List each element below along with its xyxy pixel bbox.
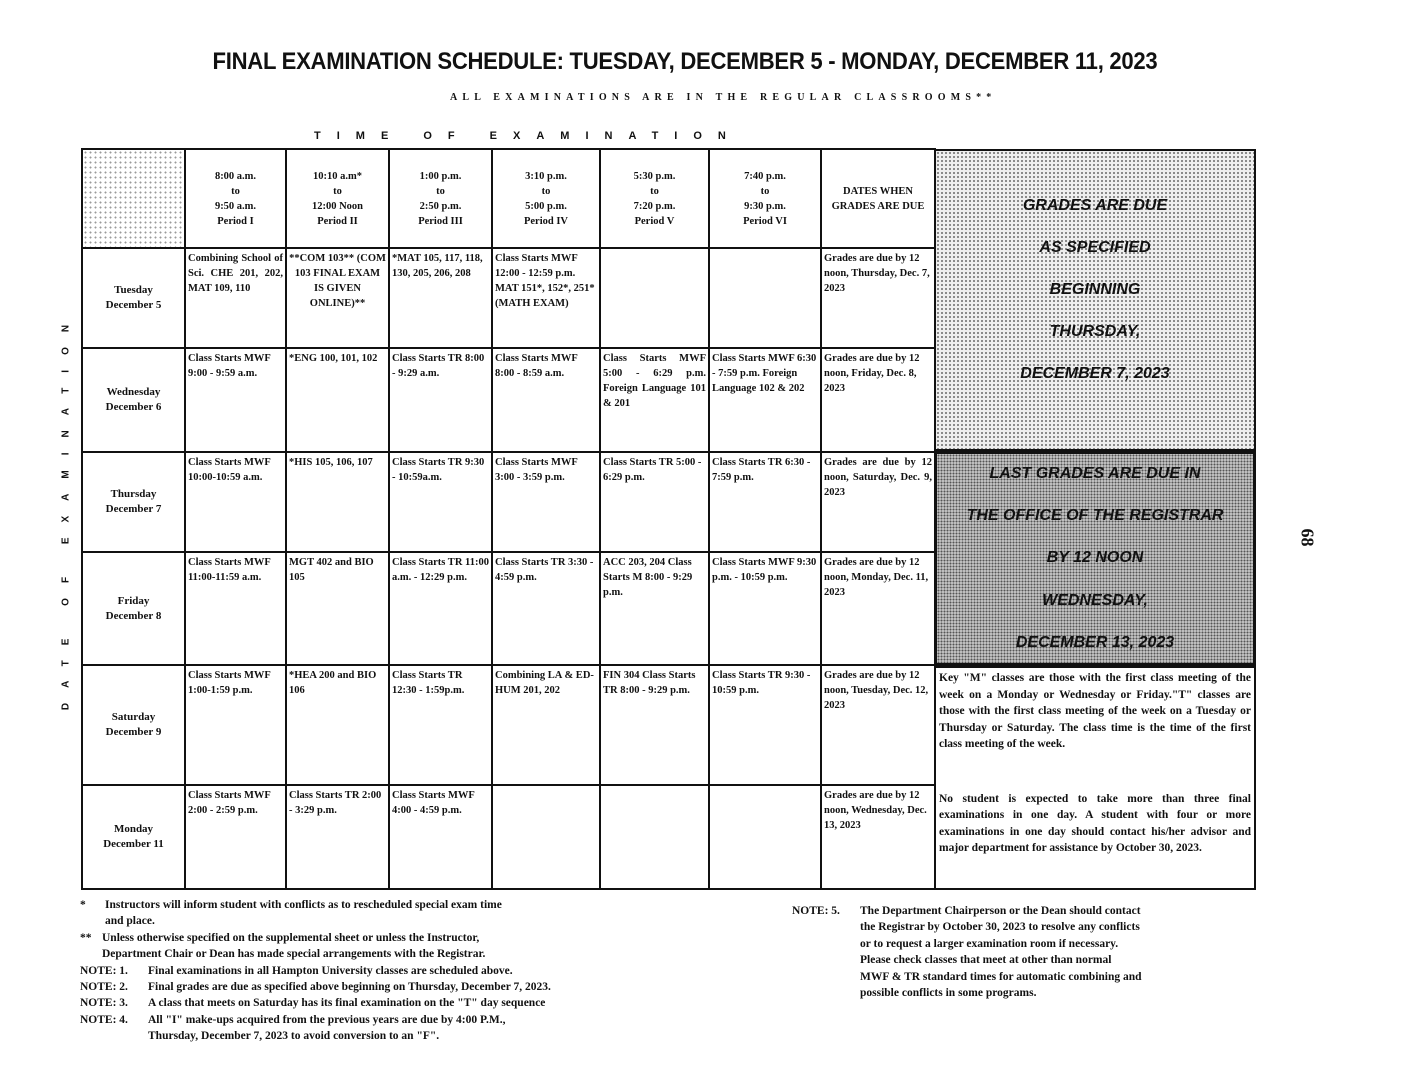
page-number: 68 bbox=[1297, 528, 1318, 547]
exam-cell: Class Starts MWF 5:00 - 6:29 p.m. Foreign Language 101 & 201 bbox=[600, 348, 709, 452]
exam-cell: Class Starts TR 11:00 a.m. - 12:29 p.m. bbox=[389, 552, 492, 665]
period-header: 5:30 p.m. to 7:20 p.m. Period V bbox=[600, 149, 709, 248]
footnote-single-star: * Instructors will inform student with conflicts as to rescheduled special exam time and place. bbox=[80, 899, 502, 928]
exam-cell: Class Starts TR 3:30 - 4:59 p.m. bbox=[492, 552, 600, 665]
exam-cell bbox=[709, 785, 821, 889]
day-cell: Saturday December 9 bbox=[82, 665, 185, 785]
note-2: NOTE: 2. Final grades are due as specified above beginning on Thursday, December 7, 2023. bbox=[80, 981, 551, 994]
exam-cell: Class Starts MWF 3:00 - 3:59 p.m. bbox=[492, 452, 600, 552]
exam-cell: *ENG 100, 101, 102 bbox=[286, 348, 389, 452]
exam-cell: **COM 103** (COM 103 FINAL EXAM IS GIVEN ONLINE)** bbox=[286, 248, 389, 348]
day-cell: Wednesday December 6 bbox=[82, 348, 185, 452]
corner-cell bbox=[82, 149, 185, 248]
table-row bbox=[82, 452, 935, 552]
exam-cell: ACC 203, 204 Class Starts M 8:00 - 9:29 p.m. bbox=[600, 552, 709, 665]
exam-cell: Class Starts TR 5:00 - 6:29 p.m. bbox=[600, 452, 709, 552]
table-row bbox=[82, 785, 935, 889]
exam-cell: Class Starts TR 8:00 - 9:29 a.m. bbox=[389, 348, 492, 452]
exam-cell: Class Starts TR 6:30 - 7:59 p.m. bbox=[709, 452, 821, 552]
grades-due-panel: GRADES ARE DUE AS SPECIFIED BEGINNING THURSDAY, DECEMBER 7, 2023 bbox=[934, 149, 1256, 451]
exam-schedule-table bbox=[81, 148, 936, 890]
note-4: NOTE: 4. All "I" make-ups acquired from the previous years are due by 4:00 P.M., Thursday, December 7, 2023 to avoid conversion to an "F". bbox=[80, 1013, 506, 1043]
exam-cell: Class Starts MWF 9:00 - 9:59 a.m. bbox=[185, 348, 286, 452]
header-row bbox=[82, 149, 935, 248]
exam-cell: Class Starts TR 9:30 - 10:59a.m. bbox=[389, 452, 492, 552]
exam-cell: Class Starts TR 12:30 - 1:59p.m. bbox=[389, 665, 492, 785]
grades-due-cell: Grades are due by 12 noon, Wednesday, Dec. 13, 2023 bbox=[821, 785, 935, 889]
period-header: 8:00 a.m. to 9:50 a.m. Period I bbox=[185, 149, 286, 248]
exam-cell: Class Starts TR 2:00 - 3:29 p.m. bbox=[286, 785, 389, 889]
exam-cell: *HEA 200 and BIO 106 bbox=[286, 665, 389, 785]
period-header: 3:10 p.m. to 5:00 p.m. Period IV bbox=[492, 149, 600, 248]
grades-due-cell: Grades are due by 12 noon, Thursday, Dec. 7, 2023 bbox=[821, 248, 935, 348]
document-subtitle: ALL EXAMINATIONS ARE IN THE REGULAR CLASSROOMS** bbox=[450, 92, 997, 103]
exam-cell bbox=[600, 785, 709, 889]
note-1: NOTE: 1. Final examinations in all Hampton University classes are scheduled above. bbox=[80, 964, 513, 977]
exam-cell: Class Starts MWF 11:00-11:59 a.m. bbox=[185, 552, 286, 665]
period-header: 1:00 p.m. to 2:50 p.m. Period III bbox=[389, 149, 492, 248]
exam-cell: Class Starts TR 9:30 - 10:59 p.m. bbox=[709, 665, 821, 785]
exam-cell: *HIS 105, 106, 107 bbox=[286, 452, 389, 552]
exam-cell: Class Starts MWF 4:00 - 4:59 p.m. bbox=[389, 785, 492, 889]
exam-cell: Class Starts MWF 10:00-10:59 a.m. bbox=[185, 452, 286, 552]
table-row bbox=[82, 248, 935, 348]
note-5: NOTE: 5. The Department Chairperson or the Dean should contact the Registrar by October 30, 2023 to resolve any conflicts or to request a larger examination room if necessary. Please check classes that meet at other than normal MWF & TR standard times for automatic combining and possible conflicts in some programs. bbox=[792, 905, 1142, 1000]
key-definition-text: Key "M" classes are those with the first class meeting of the week on a Monday or Wednesday or Friday."T" classes are those with the first class meeting of the week on a Tuesday or Thursday or Saturday. The class time is the time of the first class meeting of the week. bbox=[939, 672, 1251, 750]
exam-cell: Class Starts MWF 8:00 - 8:59 a.m. bbox=[492, 348, 600, 452]
date-axis-label bbox=[56, 280, 76, 740]
grades-due-cell: Grades are due by 12 noon, Saturday, Dec. 9, 2023 bbox=[821, 452, 935, 552]
period-header: 7:40 p.m. to 9:30 p.m. Period VI bbox=[709, 149, 821, 248]
key-panel bbox=[934, 666, 1256, 890]
document-title: FINAL EXAMINATION SCHEDULE: TUESDAY, DECEMBER 5 - MONDAY, DECEMBER 11, 2023 bbox=[212, 48, 1158, 75]
exam-cell: FIN 304 Class Starts TR 8:00 - 9:29 p.m. bbox=[600, 665, 709, 785]
period-header: 10:10 a.m* to 12:00 Noon Period II bbox=[286, 149, 389, 248]
exam-cell: Class Starts MWF 2:00 - 2:59 p.m. bbox=[185, 785, 286, 889]
exam-cell bbox=[709, 248, 821, 348]
exam-cell: Combining School of Sci. CHE 201, 202, MAT 109, 110 bbox=[185, 248, 286, 348]
day-cell: Friday December 8 bbox=[82, 552, 185, 665]
table-row bbox=[82, 665, 935, 785]
grades-due-header: DATES WHEN GRADES ARE DUE bbox=[821, 149, 935, 248]
footnote-double-star: ** Unless otherwise specified on the supplemental sheet or unless the Instructor, Department Chair or Dean has made special arrangements with the Registrar. bbox=[80, 931, 486, 961]
date-axis-label-text: DATE OF EXAMINATION bbox=[60, 309, 72, 711]
last-grades-panel: LAST GRADES ARE DUE IN THE OFFICE OF THE REGISTRAR BY 12 NOON WEDNESDAY, DECEMBER 13, 2023 bbox=[934, 451, 1256, 666]
table-row bbox=[82, 552, 935, 665]
time-axis-label: TIME OF EXAMINATION bbox=[314, 130, 742, 142]
exam-cell bbox=[600, 248, 709, 348]
exam-cell: *MAT 105, 117, 118, 130, 205, 206, 208 bbox=[389, 248, 492, 348]
exam-cell: Class Starts MWF 6:30 - 7:59 p.m. Foreign Language 102 & 202 bbox=[709, 348, 821, 452]
note-3: NOTE: 3. A class that meets on Saturday has its final examination on the "T" day sequence bbox=[80, 997, 546, 1010]
day-cell: Tuesday December 5 bbox=[82, 248, 185, 348]
exam-cell: Class Starts MWF 1:00-1:59 p.m. bbox=[185, 665, 286, 785]
table-row bbox=[82, 348, 935, 452]
grades-due-cell: Grades are due by 12 noon, Tuesday, Dec. 12, 2023 bbox=[821, 665, 935, 785]
grades-due-cell: Grades are due by 12 noon, Monday, Dec. 11, 2023 bbox=[821, 552, 935, 665]
exam-cell: Combining LA & ED-HUM 201, 202 bbox=[492, 665, 600, 785]
grades-due-cell: Grades are due by 12 noon, Friday, Dec. 8, 2023 bbox=[821, 348, 935, 452]
exam-cell bbox=[492, 785, 600, 889]
exam-limit-text: No student is expected to take more than three final examinations in one day. A student with four or more examinations in one day should contact his/her advisor and major department for assistance by October 30, 2023. bbox=[939, 792, 1251, 854]
exam-cell: MGT 402 and BIO 105 bbox=[286, 552, 389, 665]
day-cell: Thursday December 7 bbox=[82, 452, 185, 552]
day-cell: Monday December 11 bbox=[82, 785, 185, 889]
exam-cell: Class Starts MWF 12:00 - 12:59 p.m. MAT 151*, 152*, 251* (MATH EXAM) bbox=[492, 248, 600, 348]
footnotes bbox=[80, 897, 650, 1045]
exam-cell: Class Starts MWF 9:30 p.m. - 10:59 p.m. bbox=[709, 552, 821, 665]
